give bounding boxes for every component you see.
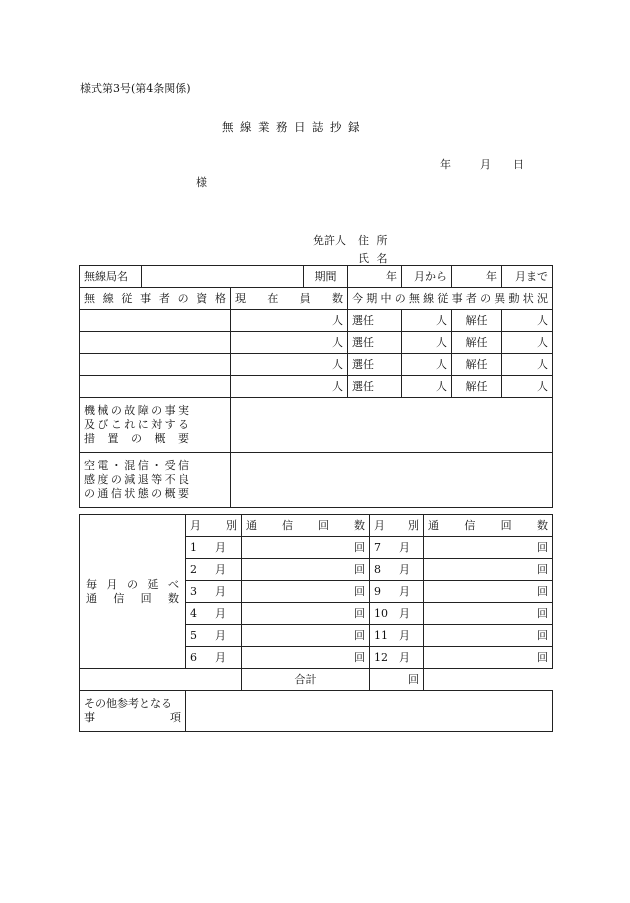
appointed-label: 選任 bbox=[348, 310, 402, 332]
monthly-label-cell bbox=[80, 515, 186, 669]
count-header: 通信回数 bbox=[242, 515, 370, 537]
interference-description-field[interactable] bbox=[231, 453, 553, 508]
month-unit: 月 bbox=[399, 606, 410, 620]
date-year-label: 年 bbox=[440, 158, 451, 171]
total-row bbox=[80, 669, 553, 691]
qualification-field[interactable] bbox=[80, 332, 231, 354]
month-label bbox=[370, 581, 424, 603]
appointed-count[interactable]: 人 bbox=[402, 376, 452, 398]
operator-header-row bbox=[80, 288, 553, 310]
qualification-header: 無線従事者の資格 bbox=[80, 288, 231, 310]
month-number: 4 bbox=[190, 606, 197, 620]
current-count-header: 現在員数 bbox=[231, 288, 348, 310]
appointed-count[interactable]: 人 bbox=[402, 310, 452, 332]
month-number: 2 bbox=[190, 562, 197, 576]
month-unit: 月 bbox=[215, 606, 226, 620]
operator-row bbox=[80, 332, 553, 354]
month-count-field[interactable]: 回 bbox=[424, 559, 553, 581]
current-count-field[interactable]: 人 bbox=[231, 376, 348, 398]
interference-label-line: 空電・混信・受信 bbox=[84, 459, 189, 472]
month-count-field[interactable]: 回 bbox=[424, 581, 553, 603]
month-unit: 月 bbox=[399, 584, 410, 598]
month-label bbox=[186, 603, 242, 625]
other-row bbox=[80, 691, 553, 732]
appointed-label: 選任 bbox=[348, 376, 402, 398]
month-number: 9 bbox=[374, 584, 381, 598]
dismissed-label: 解任 bbox=[452, 310, 502, 332]
monthly-count-table bbox=[79, 514, 553, 732]
fault-label-line: 及びこれに対する bbox=[84, 418, 189, 431]
month-unit: 月 bbox=[215, 628, 226, 642]
month-count-field[interactable]: 回 bbox=[424, 603, 553, 625]
month-number: 3 bbox=[190, 584, 197, 598]
form-number: 様式第3号(第4条関係) bbox=[80, 82, 191, 95]
count-header: 通信回数 bbox=[424, 515, 553, 537]
dismissed-count[interactable]: 人 bbox=[502, 354, 553, 376]
month-count-field[interactable]: 回 bbox=[424, 647, 553, 669]
current-count-field[interactable]: 人 bbox=[231, 354, 348, 376]
fault-label-cell bbox=[80, 398, 231, 453]
current-count-field[interactable]: 人 bbox=[231, 332, 348, 354]
month-number: 8 bbox=[374, 562, 381, 576]
qualification-field[interactable] bbox=[80, 354, 231, 376]
station-name-field[interactable] bbox=[142, 266, 304, 288]
month-number: 7 bbox=[374, 540, 381, 554]
station-name-label: 無線局名 bbox=[80, 266, 142, 288]
date-month-label: 月 bbox=[480, 158, 491, 171]
interference-label-line: の通信状態の概要 bbox=[84, 487, 189, 500]
licensee-name-label: 氏 名 bbox=[358, 252, 390, 265]
month-count-field[interactable]: 回 bbox=[242, 559, 370, 581]
monthly-label-line: 通信回数 bbox=[86, 591, 179, 605]
period-to-year[interactable]: 年 bbox=[452, 266, 502, 288]
dismissed-label: 解任 bbox=[452, 354, 502, 376]
month-label bbox=[186, 537, 242, 559]
appointed-count[interactable]: 人 bbox=[402, 354, 452, 376]
month-unit: 月 bbox=[215, 584, 226, 598]
month-number: 12 bbox=[374, 650, 388, 664]
interference-label-cell bbox=[80, 453, 231, 508]
month-label bbox=[186, 559, 242, 581]
month-count-field[interactable]: 回 bbox=[424, 625, 553, 647]
month-number: 1 bbox=[190, 540, 197, 554]
month-label bbox=[370, 625, 424, 647]
fault-label-line: 機械の故障の事実 bbox=[84, 404, 189, 417]
station-row bbox=[80, 266, 553, 288]
total-spacer bbox=[80, 669, 242, 691]
month-label bbox=[370, 603, 424, 625]
dismissed-label: 解任 bbox=[452, 332, 502, 354]
fault-description-field[interactable] bbox=[231, 398, 553, 453]
month-header: 月別 bbox=[186, 515, 242, 537]
fault-label-line: 措置の概要 bbox=[84, 432, 189, 445]
dismissed-count[interactable]: 人 bbox=[502, 332, 553, 354]
month-label bbox=[186, 581, 242, 603]
month-count-field[interactable]: 回 bbox=[242, 603, 370, 625]
period-from-month[interactable]: 月から bbox=[402, 266, 452, 288]
period-from-year[interactable]: 年 bbox=[348, 266, 402, 288]
licensee-label: 免許人 bbox=[313, 234, 346, 247]
qualification-field[interactable] bbox=[80, 310, 231, 332]
station-info-table bbox=[79, 265, 553, 508]
dismissed-count[interactable]: 人 bbox=[502, 310, 553, 332]
month-unit: 月 bbox=[399, 650, 410, 664]
month-count-field[interactable]: 回 bbox=[242, 625, 370, 647]
month-count-field[interactable]: 回 bbox=[424, 537, 553, 559]
month-unit: 月 bbox=[215, 562, 226, 576]
other-notes-field[interactable] bbox=[186, 691, 553, 732]
month-number: 6 bbox=[190, 650, 197, 664]
period-to-month[interactable]: 月まで bbox=[502, 266, 553, 288]
month-unit: 月 bbox=[399, 628, 410, 642]
period-label: 期間 bbox=[304, 266, 348, 288]
interference-row bbox=[80, 453, 553, 508]
month-unit: 月 bbox=[399, 562, 410, 576]
month-label bbox=[186, 625, 242, 647]
other-label-line: その他参考となる bbox=[84, 697, 172, 710]
addressee-honorific: 様 bbox=[196, 176, 207, 189]
operator-changes-header: 今期中の無線従事者の異動状況 bbox=[348, 288, 553, 310]
month-label bbox=[186, 647, 242, 669]
month-unit: 月 bbox=[399, 540, 410, 554]
operator-row bbox=[80, 310, 553, 332]
document-title: 無線業務日誌抄録 bbox=[222, 120, 366, 134]
appointed-label: 選任 bbox=[348, 354, 402, 376]
other-label-cell bbox=[80, 691, 186, 732]
appointed-label: 選任 bbox=[348, 332, 402, 354]
operator-row bbox=[80, 376, 553, 398]
fault-row bbox=[80, 398, 553, 453]
month-number: 5 bbox=[190, 628, 197, 642]
dismissed-label: 解任 bbox=[452, 376, 502, 398]
month-label bbox=[370, 647, 424, 669]
licensee-address-label: 住 所 bbox=[358, 234, 390, 247]
date-day-label: 日 bbox=[513, 158, 524, 171]
dismissed-count[interactable]: 人 bbox=[502, 376, 553, 398]
month-unit: 月 bbox=[215, 540, 226, 554]
month-label bbox=[370, 537, 424, 559]
month-number: 11 bbox=[374, 628, 388, 642]
other-label-line: 事項 bbox=[84, 711, 181, 724]
month-number: 10 bbox=[374, 606, 388, 620]
month-header: 月別 bbox=[370, 515, 424, 537]
current-count-field[interactable]: 人 bbox=[231, 310, 348, 332]
interference-label-line: 感度の減退等不良 bbox=[84, 473, 189, 486]
qualification-field[interactable] bbox=[80, 376, 231, 398]
appointed-count[interactable]: 人 bbox=[402, 332, 452, 354]
operator-row bbox=[80, 354, 553, 376]
month-count-field[interactable]: 回 bbox=[242, 537, 370, 559]
monthly-header-row bbox=[80, 515, 553, 537]
total-label: 合計 bbox=[242, 669, 370, 691]
month-count-field[interactable]: 回 bbox=[242, 581, 370, 603]
month-label bbox=[370, 559, 424, 581]
month-count-field[interactable]: 回 bbox=[242, 647, 370, 669]
total-count-field[interactable]: 回 bbox=[370, 669, 424, 691]
month-unit: 月 bbox=[215, 650, 226, 664]
monthly-label-line: 毎月の延べ bbox=[86, 577, 179, 591]
